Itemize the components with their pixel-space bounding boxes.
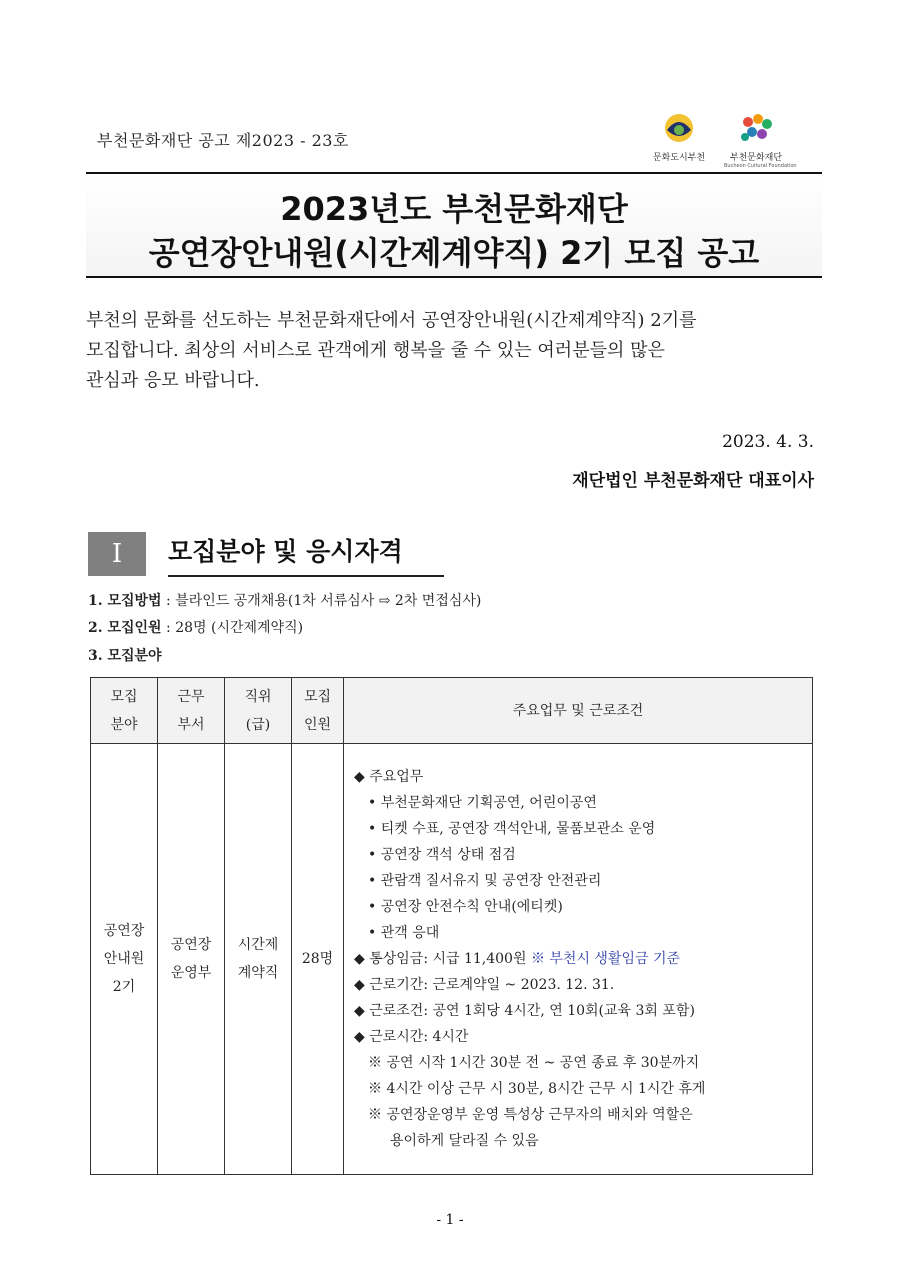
cell-field-line-1: 공연장 xyxy=(103,923,145,939)
recruit-table xyxy=(90,677,813,1175)
header-count-line-1: 모집 xyxy=(303,688,332,705)
header-field-line-1: 모집 xyxy=(110,688,138,705)
issuer: 재단법인 부천문화재단 대표이사 xyxy=(572,471,814,491)
page-number: - 1 - xyxy=(436,1212,464,1228)
header-duties: 주요업무 및 근로조건 xyxy=(344,678,813,744)
duty-item: • 관람객 질서유지 및 공연장 안전관리 xyxy=(368,873,602,889)
item-recruit-method xyxy=(88,590,481,610)
item-recruit-method-label: 1. 모집방법 xyxy=(88,593,162,609)
header-dept-line-2: 부서 xyxy=(177,716,205,733)
duty-item: • 공연장 객석 상태 점검 xyxy=(368,847,516,863)
item-recruit-count-value: : 28명 (시간제계약직) xyxy=(161,620,304,636)
wage-note: ※ 부천시 생활임금 기준 xyxy=(530,951,681,967)
header-dept-line-1: 근무 xyxy=(177,688,205,705)
cell-dept-line-1: 공연장 xyxy=(170,937,212,953)
intro-line-2: 모집합니다. 최상의 서비스로 관객에게 행복을 줄 수 있는 여러분들의 많은 xyxy=(86,340,665,361)
section-title: 모집분야 및 응시자격 xyxy=(168,537,403,566)
item-recruit-method-value: : 블라인드 공개채용(1차 서류심사 ⇨ 2차 면접심사) xyxy=(161,593,482,609)
header-count-line-2: 인원 xyxy=(303,716,332,733)
duty-item: • 부천문화재단 기획공연, 어린이공연 xyxy=(368,795,597,811)
section-number-badge: Ⅰ xyxy=(88,532,146,576)
culture-city-logo-label: 문화도시부천 xyxy=(652,153,706,163)
header-rank-line-2: (급) xyxy=(245,716,271,733)
intro-line-1: 부천의 문화를 선도하는 부천문화재단에서 공연장안내원(시간제계약직) 2기를 xyxy=(86,310,697,331)
cell-rank-line-2: 계약직 xyxy=(237,965,279,981)
intro-paragraph xyxy=(86,306,806,396)
hours-note: ※ 공연 시작 1시간 30분 전 ~ 공연 종료 후 30분까지 xyxy=(368,1055,700,1071)
header-field-line-2: 분야 xyxy=(110,716,138,733)
duty-item: • 공연장 안전수칙 안내(에티켓) xyxy=(368,899,563,915)
hours-note: ※ 공연장운영부 운영 특성상 근무자의 배치와 역할은 xyxy=(368,1107,693,1123)
foundation-logo-sub: Bucheon Cultural Foundation xyxy=(724,163,797,169)
duty-item: • 관객 응대 xyxy=(368,925,440,941)
notice-number: 부천문화재단 공고 제2023 - 23호 xyxy=(97,131,349,150)
cell-field-line-2: 안내원 xyxy=(103,951,145,967)
hours-row: ◆ 근로시간: 4시간 xyxy=(354,1029,469,1045)
header-field xyxy=(91,678,158,744)
foundation-logo-icon xyxy=(736,112,776,146)
cell-dept-line-2: 운영부 xyxy=(170,965,212,981)
item-recruit-count xyxy=(88,617,303,637)
logos xyxy=(648,112,797,169)
wage-text: ◆ 통상임금: 시급 11,400원 xyxy=(354,951,531,967)
cell-duties xyxy=(344,744,813,1175)
notice-date: 2023. 4. 3. xyxy=(722,432,814,452)
period-row: ◆ 근로기간: 근로계약일 ~ 2023. 12. 31. xyxy=(354,977,615,993)
header-dept xyxy=(158,678,225,744)
conditions-row: ◆ 근로조건: 공연 1회당 4시간, 연 10회(교육 3회 포함) xyxy=(354,1003,695,1019)
item-recruit-field xyxy=(88,645,162,665)
culture-city-logo-icon xyxy=(659,112,699,146)
foundation-logo-label: 부천문화재단 xyxy=(729,153,783,163)
intro-line-3: 관심과 응모 바랍니다. xyxy=(86,370,260,391)
header-rank xyxy=(225,678,292,744)
culture-city-logo xyxy=(648,112,710,163)
cell-count: 28명 xyxy=(292,744,344,1175)
wage-row xyxy=(354,946,812,972)
table-header-row xyxy=(91,678,813,744)
header-count xyxy=(292,678,344,744)
header-rank-line-1: 직위 xyxy=(244,688,272,705)
cell-dept xyxy=(158,744,225,1175)
hours-note-continued: 용이하게 달라질 수 있음 xyxy=(390,1133,539,1149)
cell-field xyxy=(91,744,158,1175)
duty-item: • 티켓 수표, 공연장 객석안내, 물품보관소 운영 xyxy=(368,821,656,837)
hours-note: ※ 4시간 이상 근무 시 30분, 8시간 근무 시 1시간 휴게 xyxy=(368,1081,706,1097)
table-row xyxy=(91,744,813,1175)
cell-rank-line-1: 시간제 xyxy=(237,937,279,953)
item-recruit-count-label: 2. 모집인원 xyxy=(88,620,162,636)
cell-field-line-3: 2기 xyxy=(112,979,136,995)
title-line-2: 공연장안내원(시간제계약직) 2기 모집 공고 xyxy=(148,234,760,272)
title-box xyxy=(86,172,822,278)
cell-rank xyxy=(225,744,292,1175)
title-line-1: 2023년도 부천문화재단 xyxy=(280,190,628,228)
section-underline xyxy=(168,575,444,577)
item-recruit-field-label: 3. 모집분야 xyxy=(88,648,162,664)
main-duties-heading: ◆ 주요업무 xyxy=(354,769,424,785)
foundation-logo xyxy=(724,112,797,169)
